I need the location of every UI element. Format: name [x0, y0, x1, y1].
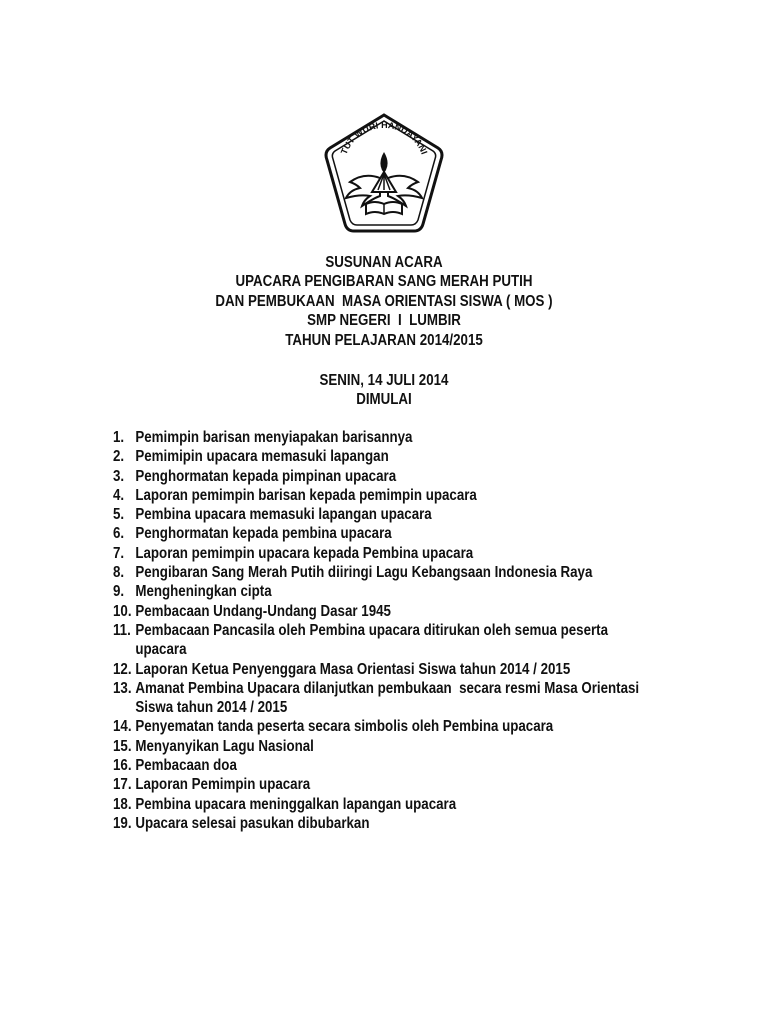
- list-item-text: Pengibaran Sang Merah Putih diiringi Lagu Kebangsaan Indonesia Raya: [135, 564, 593, 582]
- list-item-text: Pembina upacara memasuki lapangan upacara: [135, 506, 432, 524]
- list-item: [113, 582, 646, 601]
- list-item-number: 7.: [113, 544, 125, 562]
- list-item-number: 8.: [113, 564, 125, 582]
- agenda-list: [113, 428, 646, 833]
- list-item-number: 10.: [113, 602, 132, 620]
- list-item: [113, 544, 646, 563]
- event-date: SENIN, 14 JULI 2014: [319, 372, 449, 389]
- list-item: [113, 505, 646, 524]
- list-item-text: Upacara selesai pasukan dibubarkan: [135, 814, 370, 832]
- list-item: [113, 486, 646, 505]
- title-line-2: UPACARA PENGIBARAN SANG MERAH PUTIH: [235, 273, 533, 291]
- title-line-5: TAHUN PELAJARAN 2014/2015: [285, 331, 483, 349]
- list-item-text: Penghormatan kepada pembina upacara: [135, 525, 392, 543]
- list-item-text: Laporan Pemimpin upacara: [135, 776, 311, 794]
- list-item: [113, 428, 646, 447]
- list-item-text: Pembina upacara meninggalkan lapangan upacara: [135, 795, 457, 813]
- list-item-number: 6.: [113, 525, 125, 543]
- list-item-number: 12.: [113, 660, 132, 678]
- list-item-number: 13.: [113, 679, 132, 697]
- date-block: [54, 371, 714, 410]
- list-item-text: Pembacaan doa: [135, 757, 237, 775]
- title-line-1: SUSUNAN ACARA: [325, 254, 443, 271]
- list-item: [113, 795, 646, 814]
- list-item: [113, 524, 646, 543]
- document-title: [54, 253, 714, 350]
- list-item: [113, 660, 646, 679]
- list-item-text: Amanat Pembina Upacara dilanjutkan pembukaan secara resmi Masa Orientasi Siswa tahun 2014 / 2015: [135, 679, 643, 717]
- list-item: [113, 814, 646, 833]
- list-item: [113, 775, 646, 794]
- list-item-text: Laporan Ketua Penyenggara Masa Orientasi Siswa tahun 2014 / 2015: [135, 660, 571, 678]
- list-item-text: Pembacaan Pancasila oleh Pembina upacara ditirukan oleh semua peserta upacara: [135, 621, 612, 659]
- list-item: [113, 602, 646, 621]
- title-line-4: SMP NEGERI I LUMBIR: [307, 312, 461, 330]
- list-item-text: Laporan pemimpin upacara kepada Pembina upacara: [135, 544, 474, 562]
- title-line-3: DAN PEMBUKAAN MASA ORIENTASI SISWA ( MOS ): [215, 292, 553, 310]
- tut-wuri-handayani-logo: [320, 112, 448, 236]
- list-item-text: Mengheningkan cipta: [135, 583, 272, 601]
- list-item-text: Penyematan tanda peserta secara simbolis oleh Pembina upacara: [135, 718, 554, 736]
- list-item: [113, 679, 646, 718]
- list-item: [113, 563, 646, 582]
- list-item-number: 2.: [113, 448, 125, 466]
- list-item: [113, 447, 646, 466]
- list-item: [113, 756, 646, 775]
- list-item: [113, 467, 646, 486]
- list-item-text: Penghormatan kepada pimpinan upacara: [135, 467, 397, 485]
- list-item-number: 5.: [113, 506, 125, 524]
- list-item: [113, 717, 646, 736]
- logo-emblem-icon: [320, 112, 448, 236]
- list-item-number: 3.: [113, 467, 125, 485]
- list-item: [113, 737, 646, 756]
- list-item-number: 14.: [113, 718, 132, 736]
- list-item-text: Laporan pemimpin barisan kepada pemimpin upacara: [135, 486, 477, 504]
- list-item-number: 17.: [113, 776, 132, 794]
- list-item-number: 4.: [113, 486, 125, 504]
- list-item-number: 19.: [113, 814, 132, 832]
- list-item-number: 18.: [113, 795, 132, 813]
- list-item-number: 11.: [113, 621, 131, 639]
- list-item: [113, 621, 646, 660]
- list-item-text: Pembacaan Undang-Undang Dasar 1945: [135, 602, 391, 620]
- list-item-text: Menyanyikan Lagu Nasional: [135, 737, 314, 755]
- list-item-text: Pemimpin barisan menyiapakan barisannya: [135, 429, 413, 446]
- list-item-number: 9.: [113, 583, 125, 601]
- event-status: DIMULAI: [356, 391, 412, 409]
- svg-text:TUT WURI HANDAYANI: TUT WURI HANDAYANI: [338, 119, 430, 156]
- list-item-number: 1.: [113, 429, 125, 446]
- list-item-text: Pemimipin upacara memasuki lapangan: [135, 448, 389, 466]
- list-item-number: 15.: [113, 737, 132, 755]
- list-item-number: 16.: [113, 757, 132, 775]
